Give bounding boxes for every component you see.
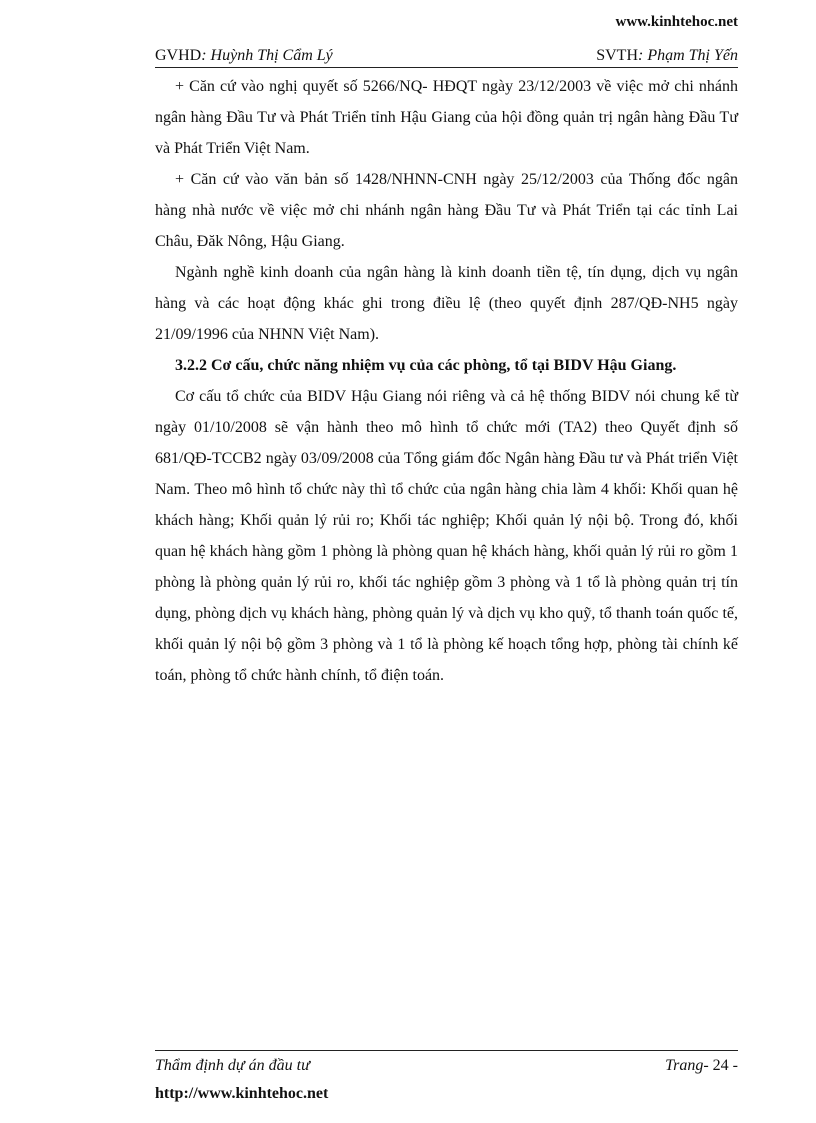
paragraph-resolution-5266: + Căn cứ vào nghị quyết số 5266/NQ- HĐQT ngày 23/12/2003 về việc mở chi nhánh ngân hàng Đầu Tư và Phát Triển tỉnh Hậu Giang của hội đồng quản trị ngân hàng Đầu Tư và Phát Triển Việt Nam.: [155, 78, 738, 157]
page-label: Trang: [665, 1057, 704, 1074]
footer-title: Thẩm định dự án đầu tư: [155, 1057, 310, 1074]
advisor-info: [155, 47, 333, 65]
page-number: [665, 1057, 738, 1075]
section-heading: 3.2.2 Cơ cấu, chức năng nhiệm vụ của các phòng, tổ tại BIDV Hậu Giang.: [175, 357, 677, 374]
advisor-label: GVHD: [155, 47, 202, 64]
page-header: [155, 47, 738, 68]
paragraph-document-1428: + Căn cứ vào văn bản số 1428/NHNN-CNH ngày 25/12/2003 của Thống đốc ngân hàng nhà nước về việc mở chi nhánh ngân hàng Đầu Tư và Phát Triển tại các tỉnh Lai Châu, Đăk Nông, Hậu Giang.: [155, 171, 738, 250]
site-url-bottom[interactable]: http://www.kinhtehoc.net: [155, 1085, 329, 1102]
student-info: [596, 47, 738, 65]
site-url-top[interactable]: www.kinhtehoc.net: [615, 14, 738, 30]
paragraph-business-lines: Ngành nghề kinh doanh của ngân hàng là kinh doanh tiền tệ, tín dụng, dịch vụ ngân hàng và các hoạt động khác ghi trong điều lệ (theo quyết định 287/QĐ-NH5 ngày 21/09/1996 của NHNN Việt Nam).: [155, 264, 738, 343]
student-name: : Phạm Thị Yến: [638, 47, 738, 64]
advisor-name: : Huỳnh Thị Cẩm Lý: [201, 47, 333, 64]
student-label: SVTH: [596, 47, 638, 64]
page-footer: [155, 1050, 738, 1075]
document-body: [155, 71, 738, 691]
paragraph-organization-structure: Cơ cấu tổ chức của BIDV Hậu Giang nói riêng và cả hệ thống BIDV nói chung kể từ ngày 01/10/2008 sẽ vận hành theo mô hình tổ chức mới (TA2) theo Quyết định số 681/QĐ-TCCB2 ngày 03/09/2008 của Tổng giám đốc Ngân hàng Đầu tư và Phát triển Việt Nam. Theo mô hình tổ chức này thì tổ chức của ngân hàng chia làm 4 khối: Khối quan hệ khách hàng; Khối quản lý rủi ro; Khối tác nghiệp; Khối quản lý nội bộ. Trong đó, khối quan hệ khách hàng gồm 1 phòng là phòng quan hệ khách hàng, khối quản lý rủi ro gồm 1 phòng là phòng quản lý rủi ro, khối tác nghiệp gồm 3 phòng và 1 tổ là phòng quản trị tín dụng, phòng dịch vụ khách hàng, phòng quản lý và dịch vụ kho quỹ, tổ thanh toán quốc tế, khối quản lý nội bộ gồm 3 phòng và 1 tổ là phòng kế hoạch tổng hợp, phòng tài chính kế toán, phòng tổ chức hành chính, tổ điện toán.: [155, 388, 738, 684]
page-number-value: - 24 -: [703, 1057, 738, 1074]
